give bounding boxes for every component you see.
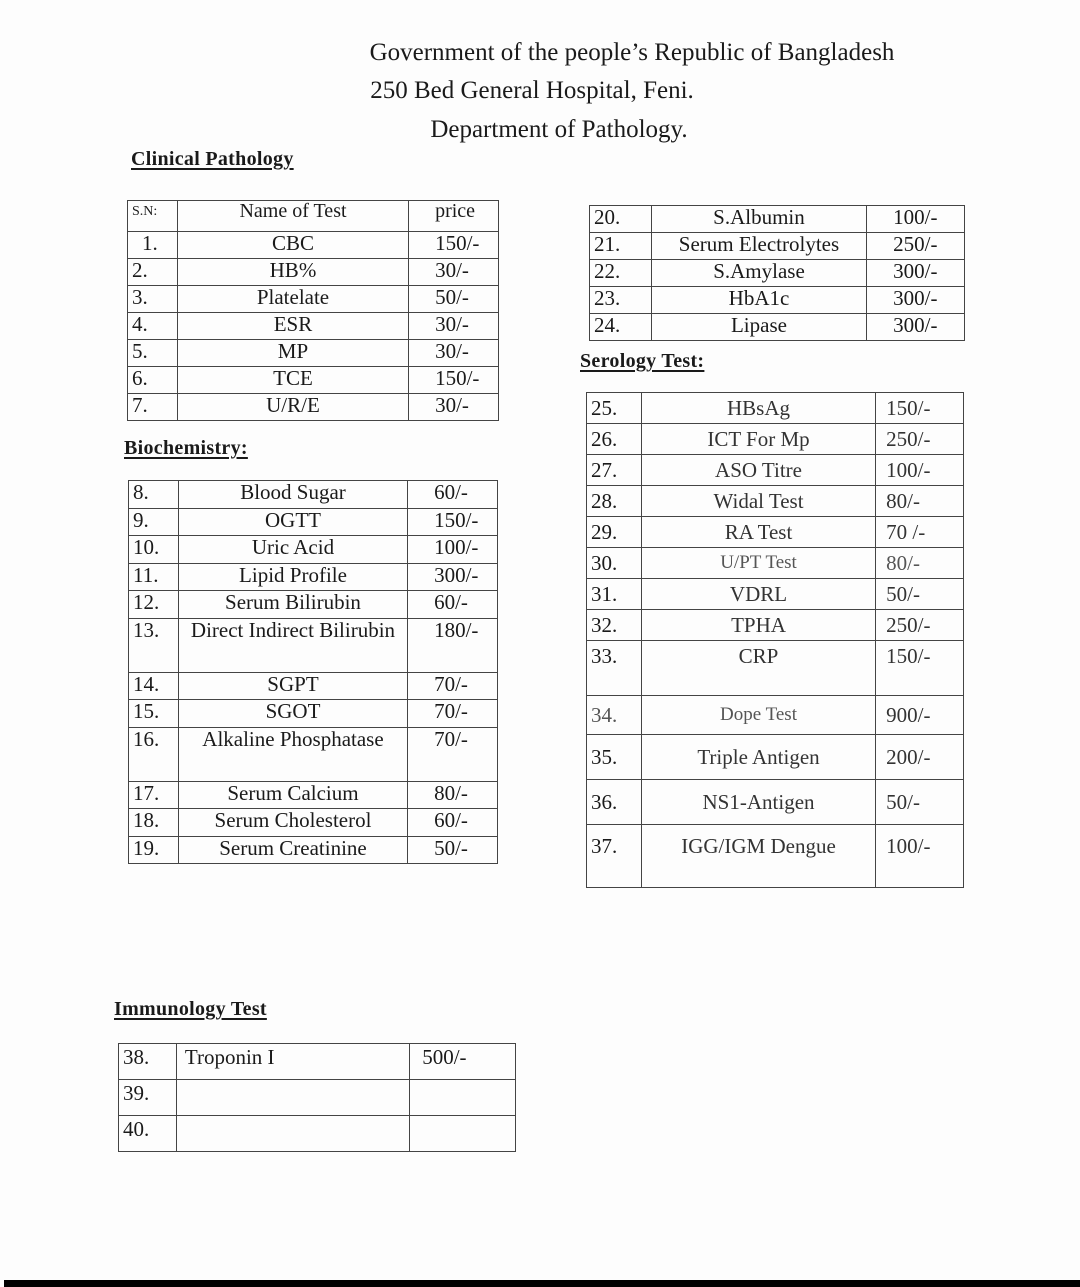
row-price: 100/- <box>408 536 498 564</box>
row-sn: 30. <box>587 548 642 579</box>
row-price: 180/- <box>408 618 498 672</box>
table-row <box>128 286 499 313</box>
row-price: 70/- <box>408 700 498 728</box>
table-row <box>128 259 499 286</box>
row-price: 80/- <box>408 781 498 809</box>
row-price: 300/- <box>867 260 965 287</box>
row-price: 60/- <box>408 481 498 509</box>
row-sn: 17. <box>129 781 179 809</box>
row-price: 150/- <box>409 367 499 394</box>
table-row <box>128 394 499 421</box>
row-sn: 38. <box>119 1044 177 1080</box>
row-price: 150/- <box>409 232 499 259</box>
table-row <box>590 314 965 341</box>
table-row <box>129 781 498 809</box>
table-row <box>128 367 499 394</box>
row-price: 50/- <box>409 286 499 313</box>
table-row <box>128 340 499 367</box>
table-row <box>587 641 964 696</box>
row-test-name: Lipase <box>651 314 866 341</box>
column-header-price: price <box>409 201 499 232</box>
table-row <box>590 260 965 287</box>
table-row <box>129 591 498 619</box>
row-sn: 18. <box>129 809 179 837</box>
header-government: Government of the people’s Republic of Bangladesh <box>369 39 895 66</box>
row-test-name: IGG/IGM Dengue <box>641 825 875 888</box>
row-test-name: SGOT <box>178 700 407 728</box>
row-test-name: ICT For Mp <box>641 424 875 455</box>
table-row <box>129 836 498 864</box>
row-test-name: Serum Bilirubin <box>178 591 407 619</box>
row-test-name: ASO Titre <box>641 455 875 486</box>
row-sn: 34. <box>587 696 642 735</box>
row-sn: 3. <box>128 286 178 313</box>
table-row <box>587 548 964 579</box>
row-test-name: Widal Test <box>641 486 875 517</box>
table-row <box>129 508 498 536</box>
row-price: 30/- <box>409 394 499 421</box>
row-sn: 11. <box>129 563 179 591</box>
row-test-name: HbA1c <box>651 287 866 314</box>
table-row <box>590 233 965 260</box>
row-sn: 10. <box>129 536 179 564</box>
row-sn: 31. <box>587 579 642 610</box>
row-test-name: Serum Electrolytes <box>651 233 866 260</box>
row-price: 60/- <box>408 591 498 619</box>
table-row <box>587 780 964 825</box>
table-row <box>587 455 964 486</box>
row-test-name: Alkaline Phosphatase <box>178 727 407 781</box>
clinical-pathology-table <box>127 200 499 421</box>
row-sn: 15. <box>129 700 179 728</box>
row-test-name: Serum Calcium <box>178 781 407 809</box>
table-row <box>128 313 499 340</box>
row-price: 200/- <box>876 735 964 780</box>
row-price: 250/- <box>876 424 964 455</box>
row-test-name: Dope Test <box>641 696 875 735</box>
row-price: 250/- <box>876 610 964 641</box>
row-test-name: TCE <box>177 367 408 394</box>
row-test-name: S.Amylase <box>651 260 866 287</box>
row-sn: 16. <box>129 727 179 781</box>
row-test-name: TPHA <box>641 610 875 641</box>
row-price: 30/- <box>409 340 499 367</box>
row-price: 100/- <box>867 206 965 233</box>
section-serology: Serology Test: <box>580 350 705 372</box>
row-test-name: SGPT <box>178 672 407 700</box>
table-row <box>590 287 965 314</box>
table-row <box>587 486 964 517</box>
table-row <box>119 1080 516 1116</box>
row-price: 500/- <box>410 1044 516 1080</box>
immunology-table <box>118 1043 516 1152</box>
table-row <box>129 481 498 509</box>
row-test-name: Uric Acid <box>178 536 407 564</box>
table-row <box>119 1044 516 1080</box>
row-price <box>410 1080 516 1116</box>
row-price: 30/- <box>409 259 499 286</box>
table-header-row <box>128 201 499 232</box>
row-sn: 6. <box>128 367 178 394</box>
row-sn: 27. <box>587 455 642 486</box>
table-row <box>129 809 498 837</box>
row-test-name: S.Albumin <box>651 206 866 233</box>
row-test-name: CRP <box>641 641 875 696</box>
row-test-name: MP <box>177 340 408 367</box>
section-clinical-pathology: Clinical Pathology <box>131 148 294 170</box>
row-sn: 13. <box>129 618 179 672</box>
row-test-name: Triple Antigen <box>641 735 875 780</box>
row-price: 50/- <box>408 836 498 864</box>
row-test-name: Serum Creatinine <box>178 836 407 864</box>
row-sn: 19. <box>129 836 179 864</box>
row-test-name: OGTT <box>178 508 407 536</box>
column-header-sn: S.N: <box>128 201 178 232</box>
table-row <box>129 727 498 781</box>
row-sn: 32. <box>587 610 642 641</box>
row-test-name: VDRL <box>641 579 875 610</box>
row-test-name: CBC <box>177 232 408 259</box>
row-price: 250/- <box>867 233 965 260</box>
row-sn: 5. <box>128 340 178 367</box>
table-row <box>587 393 964 424</box>
row-test-name: Platelate <box>177 286 408 313</box>
row-price: 300/- <box>867 287 965 314</box>
row-test-name: Serum Cholesterol <box>178 809 407 837</box>
row-test-name: Blood Sugar <box>178 481 407 509</box>
row-price: 80/- <box>876 486 964 517</box>
row-sn: 35. <box>587 735 642 780</box>
row-price: 150/- <box>408 508 498 536</box>
row-test-name: HB% <box>177 259 408 286</box>
row-sn: 8. <box>129 481 179 509</box>
row-test-name: Direct Indirect Bilirubin <box>178 618 407 672</box>
header-hospital: 250 Bed General Hospital, Feni. <box>370 77 694 104</box>
table-row <box>587 517 964 548</box>
row-sn: 37. <box>587 825 642 888</box>
row-price: 150/- <box>876 393 964 424</box>
row-sn: 4. <box>128 313 178 340</box>
row-sn: 39. <box>119 1080 177 1116</box>
row-sn: 22. <box>590 260 652 287</box>
row-price: 30/- <box>409 313 499 340</box>
row-test-name: ESR <box>177 313 408 340</box>
row-price: 60/- <box>408 809 498 837</box>
biochemistry-table <box>128 480 498 864</box>
row-price: 80/- <box>876 548 964 579</box>
row-price: 70 /- <box>876 517 964 548</box>
row-sn: 14. <box>129 672 179 700</box>
table-row <box>587 696 964 735</box>
column-header-name: Name of Test <box>177 201 408 232</box>
table-row <box>128 232 499 259</box>
row-price <box>410 1116 516 1152</box>
row-price: 70/- <box>408 672 498 700</box>
row-sn: 20. <box>590 206 652 233</box>
table-row <box>587 610 964 641</box>
row-price: 50/- <box>876 579 964 610</box>
section-immunology: Immunology Test <box>114 998 267 1020</box>
row-price: 70/- <box>408 727 498 781</box>
row-test-name: HBsAg <box>641 393 875 424</box>
table-row <box>587 579 964 610</box>
row-sn: 36. <box>587 780 642 825</box>
row-sn: 1. <box>128 232 178 259</box>
row-sn: 28. <box>587 486 642 517</box>
section-biochemistry: Biochemistry: <box>124 437 248 459</box>
row-sn: 12. <box>129 591 179 619</box>
row-test-name <box>176 1080 409 1116</box>
row-test-name: U/PT Test <box>641 548 875 579</box>
row-sn: 24. <box>590 314 652 341</box>
row-sn: 26. <box>587 424 642 455</box>
row-test-name: U/R/E <box>177 394 408 421</box>
header-department: Department of Pathology. <box>430 116 688 143</box>
row-sn: 2. <box>128 259 178 286</box>
table-row <box>587 825 964 888</box>
row-price: 300/- <box>867 314 965 341</box>
row-test-name: NS1-Antigen <box>641 780 875 825</box>
row-sn: 40. <box>119 1116 177 1152</box>
table-row <box>129 618 498 672</box>
row-sn: 21. <box>590 233 652 260</box>
row-test-name: Troponin I <box>176 1044 409 1080</box>
row-test-name: Lipid Profile <box>178 563 407 591</box>
row-test-name: RA Test <box>641 517 875 548</box>
table-row <box>129 672 498 700</box>
table-row <box>129 563 498 591</box>
row-sn: 25. <box>587 393 642 424</box>
row-sn: 7. <box>128 394 178 421</box>
row-price: 100/- <box>876 825 964 888</box>
table-row <box>129 536 498 564</box>
row-test-name <box>176 1116 409 1152</box>
row-sn: 23. <box>590 287 652 314</box>
biochemistry-table-continued <box>589 205 965 341</box>
row-price: 900/- <box>876 696 964 735</box>
row-sn: 9. <box>129 508 179 536</box>
scan-bottom-edge <box>4 1280 1080 1287</box>
row-sn: 33. <box>587 641 642 696</box>
row-price: 150/- <box>876 641 964 696</box>
row-price: 300/- <box>408 563 498 591</box>
table-row <box>587 424 964 455</box>
table-row <box>587 735 964 780</box>
row-price: 50/- <box>876 780 964 825</box>
serology-table <box>586 392 964 888</box>
table-row <box>590 206 965 233</box>
row-sn: 29. <box>587 517 642 548</box>
table-row <box>119 1116 516 1152</box>
row-price: 100/- <box>876 455 964 486</box>
table-row <box>129 700 498 728</box>
